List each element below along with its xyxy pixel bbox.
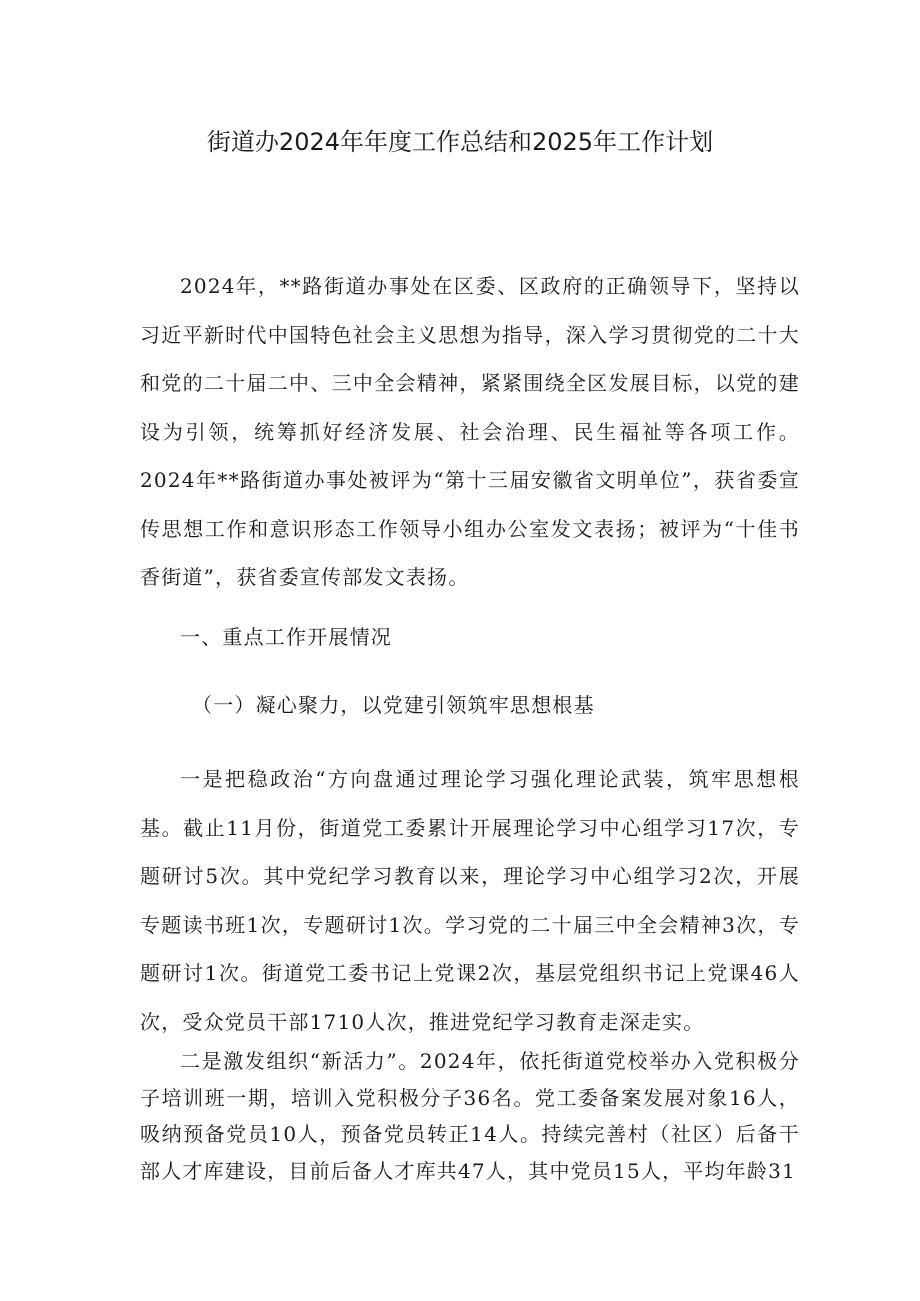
section-heading-key-work: 一、重点工作开展情况 — [180, 625, 392, 649]
subsection-heading-party-building: （一）凝心聚力，以党建引领筑牢思想根基 — [192, 693, 595, 717]
paragraph-point-one: 一是把稳政治“方向盘通过理论学习强化理论武装，筑牢思想根基。截止11月份，街道党工委累计开展理论学习中心组学习17次，专题研讨5次。其中党纪学习教育以来，理论学习中心组学习2次，开展专题读书班1次，专题研讨1次。学习党的二十届三中全会精神3次，专题研讨1次。街道党工委书记上党课2次，基层党组织书记上党课46人次，受众党员干部1710人次，推进党纪学习教育走深走实。 — [140, 767, 800, 1034]
intro-paragraph: 2024年，**路街道办事处在区委、区政府的正确领导下，坚持以习近平新时代中国特色社会主义思想为指导，深入学习贯彻党的二十大和党的二十届二中、三中全会精神，紧紧围绕全区发展目标，以党的建设为引领，统筹抓好经济发展、社会治理、民生福祉等各项工作。2024年**路街道办事处被评为“第十三届安徽省文明单位”，获省委宣传思想工作和意识形态工作领导小组办公室发文表扬；被评为“十佳书香街道”，获省委宣传部发文表扬。 — [140, 274, 800, 589]
document-title: 街道办2024年年度工作总结和2025年工作计划 — [206, 128, 714, 156]
paragraph-point-two: 二是激发组织“新活力”。2024年，依托街道党校举办入党积极分子培训班一期，培训入党积极分子36名。党工委备案发展对象16人，吸纳预备党员10人，预备党员转正14人。持续完善村（社区）后备干部人才库建设，目前后备人才库共47人，其中党员15人，平均年龄31 — [140, 1049, 800, 1183]
